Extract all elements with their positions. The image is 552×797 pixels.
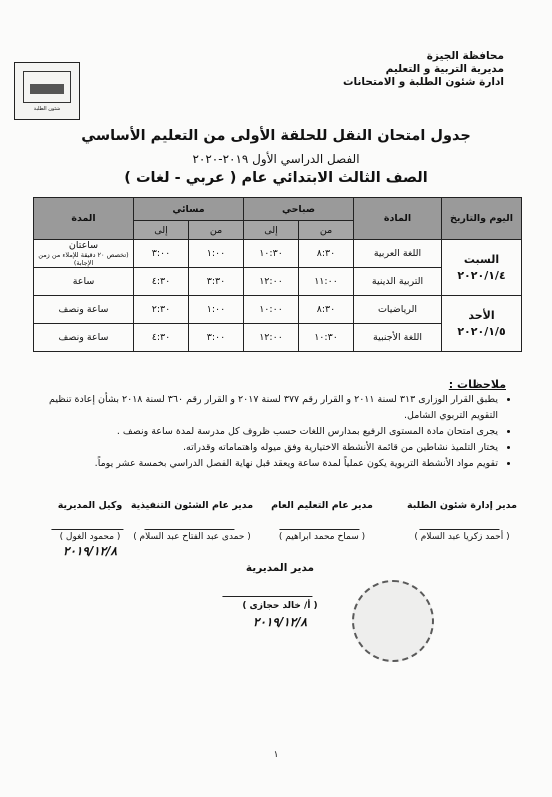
director-block	[215, 562, 345, 629]
signature-block	[262, 500, 382, 542]
evening-from-cell: ٣:٣٠	[189, 268, 244, 296]
header-morning-from: من	[299, 221, 354, 240]
evening-from-cell: ١:٠٠	[189, 240, 244, 268]
duration-cell: ساعة ونصف	[34, 324, 134, 352]
table-row	[34, 240, 522, 268]
subject-cell: التربية الدينية	[354, 268, 442, 296]
logo-caption: شئون الطلبة	[33, 105, 61, 112]
morning-to-cell: ١٠:٣٠	[244, 240, 299, 268]
evening-from-cell: ٣:٠٠	[189, 324, 244, 352]
signature-name: ( أحمد زكريا عبد السلام )	[414, 532, 510, 542]
morning-from-cell: ١١:٠٠	[299, 268, 354, 296]
notes-title: ملاحظات :	[448, 378, 506, 391]
signature-block	[127, 500, 257, 542]
notes-list	[28, 392, 512, 472]
subject-cell: اللغة الأجنبية	[354, 324, 442, 352]
note-item: • تقويم مواد الأنشطة التربوية يكون عملياً لمدة ساعة ويعقد قبل نهاية الفصل الدراسي بخمسة عشر يوماً.	[28, 456, 498, 472]
semester-subtitle: الفصل الدراسي الأول ٢٠١٩-٢٠٢٠	[192, 152, 360, 166]
morning-from-cell: ٨:٣٠	[299, 296, 354, 324]
director-title: مدير المديرية	[245, 562, 315, 574]
header-evening: مسائي	[134, 198, 244, 221]
director-date: ٢٠١٩/١٢/٨	[253, 615, 307, 629]
header-department: ادارة شئون الطلبة و الامتحانات	[343, 76, 504, 88]
header-duration: المدة	[34, 198, 134, 240]
header-subject: المادة	[354, 198, 442, 240]
signature-mark	[144, 515, 239, 530]
day-cell	[442, 296, 522, 352]
duration-cell	[34, 240, 134, 268]
duration-cell: ساعة	[34, 268, 134, 296]
morning-from-cell: ١٠:٣٠	[299, 324, 354, 352]
header-day-date: اليوم والتاريخ	[442, 198, 522, 240]
morning-to-cell: ١٠:٠٠	[244, 296, 299, 324]
evening-to-cell: ٢:٣٠	[134, 296, 189, 324]
signature-title: وكيل المديرية	[57, 500, 123, 511]
evening-to-cell: ٤:٣٠	[134, 268, 189, 296]
header-governorate: محافظة الجيزة	[426, 50, 504, 62]
evening-to-cell: ٤:٣٠	[134, 324, 189, 352]
signature-name: ( محمود الغول )	[59, 532, 121, 542]
day-name: السبت	[463, 252, 500, 266]
ministry-logo	[14, 62, 80, 120]
header-directorate: مديرية التربية و التعليم	[385, 63, 504, 75]
duration-value: ساعتان	[68, 240, 99, 251]
day-date: ٢٠٢٠/١/٥	[457, 324, 506, 338]
duration-cell: ساعة ونصف	[34, 296, 134, 324]
header-morning-to: إلى	[244, 221, 299, 240]
note-item: • يطبق القرار الوزارى ٣١٣ لسنة ٢٠١١ و القرار رقم ٣٧٧ لسنة ٢٠١٧ و القرار رقم ٣٦٠ لسنة ٢٠١٨ بشأن إعادة تنظيم التقويم التربوي الشامل.	[28, 392, 498, 424]
table-row	[34, 296, 522, 324]
evening-to-cell: ٣:٠٠	[134, 240, 189, 268]
day-date: ٢٠٢٠/١/٤	[457, 268, 506, 282]
signature-mark	[51, 515, 128, 530]
official-seal	[352, 580, 434, 662]
signature-block	[40, 500, 140, 558]
morning-to-cell: ١٢:٠٠	[244, 324, 299, 352]
signature-date: ٢٠١٩/١٢/٨	[63, 544, 117, 558]
signature-title: مدير عام التعليم العام	[271, 500, 373, 511]
signature-block	[402, 500, 522, 542]
director-signature-mark	[222, 582, 317, 597]
note-item: • يجرى امتحان مادة المستوى الرفيع بمدارس اللغات حسب ظروف كل مدرسة لمدة ساعة ونصف .	[28, 424, 498, 440]
day-name: الأحد	[468, 308, 495, 322]
header-evening-from: من	[189, 221, 244, 240]
exam-schedule-table	[33, 197, 522, 352]
director-name: ( أ/ خالد حجازى )	[242, 601, 318, 611]
subject-cell: الرياضيات	[354, 296, 442, 324]
note-item: • يختار التلميذ نشاطين من قائمة الأنشطة الاختيارية وفق ميوله واهتماماته وقدراته.	[28, 440, 498, 456]
signature-title: مدير عام الشئون التنفيذية	[130, 500, 254, 511]
header-evening-to: إلى	[134, 221, 189, 240]
signature-mark	[419, 515, 504, 530]
subject-cell: اللغة العربية	[354, 240, 442, 268]
duration-note: (تخصص ٢٠ دقيقة للإملاء من زمن الإجابة)	[38, 251, 129, 267]
grade-subtitle: الصف الثالث الابتدائي عام ( عربي - لغات )	[124, 170, 428, 186]
signature-mark	[279, 515, 364, 530]
evening-from-cell: ١:٠٠	[189, 296, 244, 324]
emblem-icon	[23, 71, 71, 103]
header-morning: صباحي	[244, 198, 354, 221]
page-number: ١	[273, 750, 279, 760]
morning-to-cell: ١٢:٠٠	[244, 268, 299, 296]
signature-title: مدير إدارة شئون الطلبة	[406, 500, 518, 511]
day-cell	[442, 240, 522, 296]
signature-name: ( سماح محمد ابراهيم )	[278, 532, 366, 542]
page-title: جدول امتحان النقل للحلقة الأولى من التعليم الأساسي	[81, 128, 471, 144]
morning-from-cell: ٨:٣٠	[299, 240, 354, 268]
signature-name: ( حمدى عبد الفتاح عبد السلام )	[133, 532, 251, 542]
